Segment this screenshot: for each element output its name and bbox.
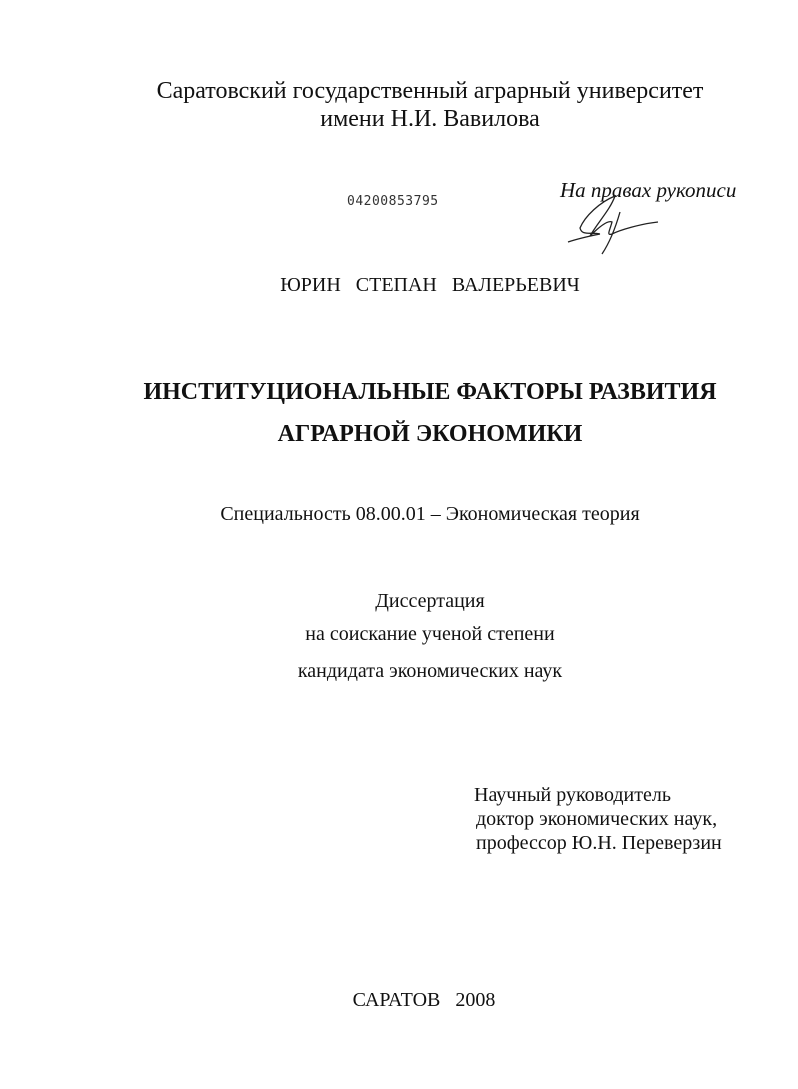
signature [560, 192, 670, 258]
university-name: Саратовский государственный аграрный университет [156, 78, 704, 104]
degree-type: Диссертация [375, 590, 485, 612]
dissertation-title: ИНСТИТУЦИОНАЛЬНЫЕ ФАКТОРЫ РАЗВИТИЯ [143, 379, 717, 405]
university-name-line2: имени Н.И. Вавилова [320, 106, 540, 132]
dissertation-title-line2: АГРАРНОЙ ЭКОНОМИКИ [277, 421, 583, 447]
supervisor-name: профессор Ю.Н. Переверзин [476, 832, 722, 854]
supervisor-label: Научный руководитель [474, 784, 671, 806]
degree-field: кандидата экономических наук [297, 660, 563, 682]
specialty: Специальность 08.00.01 – Экономическая теория [220, 503, 640, 525]
supervisor-degree: доктор экономических наук, [476, 808, 718, 830]
degree-purpose: на соискание ученой степени [305, 623, 555, 645]
manuscript-note: На правах рукописи [560, 178, 737, 202]
author-name: ЮРИН СТЕПАН ВАЛЕРЬЕВИЧ [280, 274, 580, 296]
inventory-number: 04200853795 [347, 194, 439, 209]
place-year: САРАТОВ 2008 [352, 989, 496, 1011]
